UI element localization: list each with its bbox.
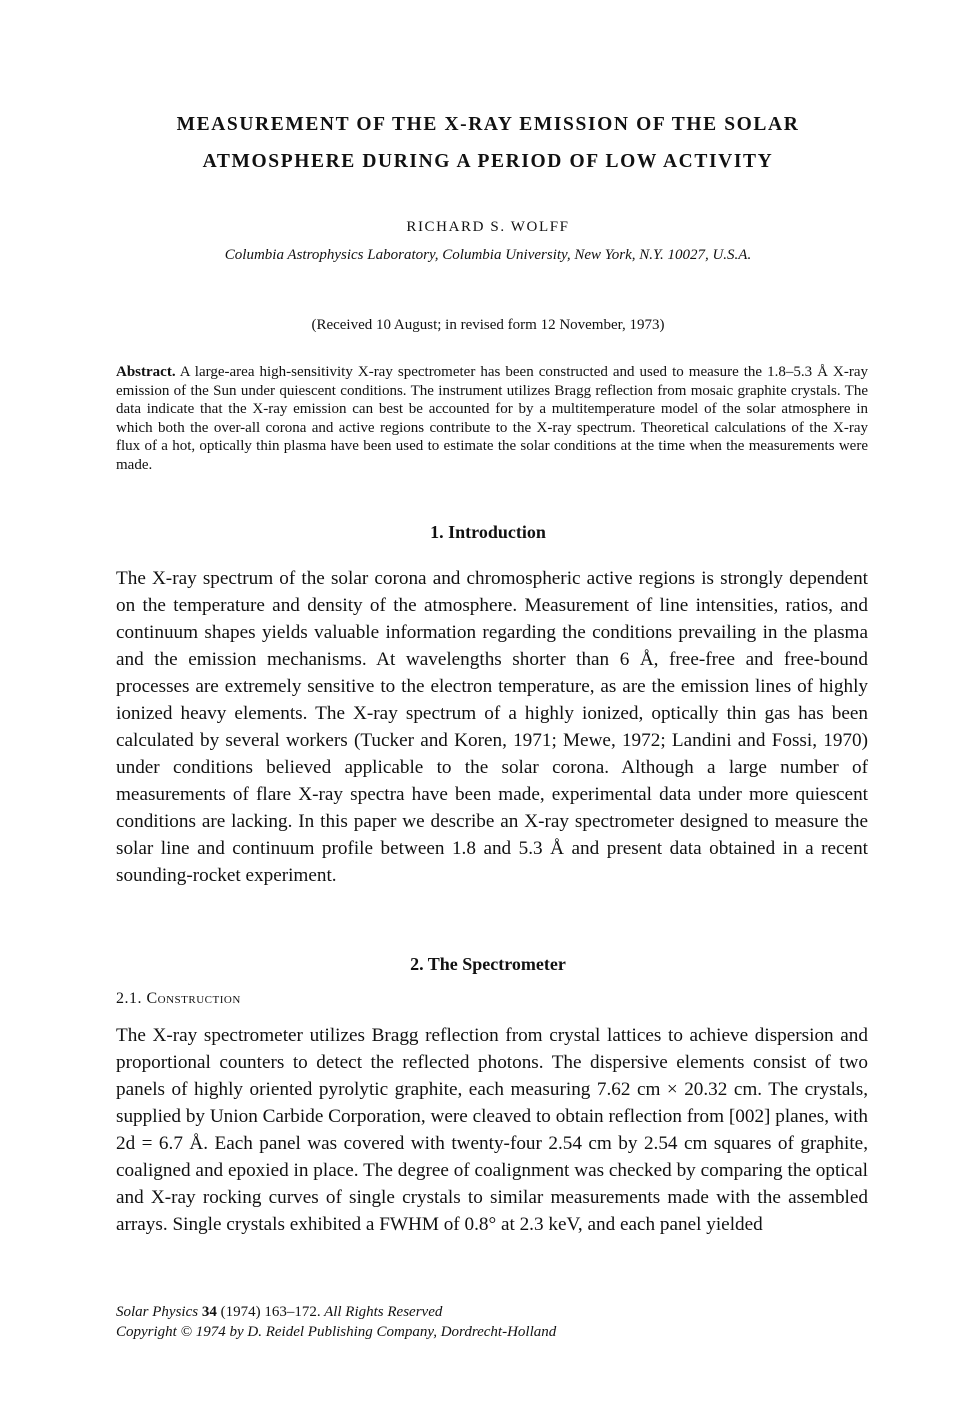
received-date: (Received 10 August; in revised form 12 November, 1973) xyxy=(311,317,665,333)
journal-citation xyxy=(116,1302,556,1322)
subsection-title: Construction xyxy=(146,990,241,1007)
paper-title xyxy=(100,106,876,180)
subsection-number: 2.1. xyxy=(116,990,142,1007)
title-line-1: MEASUREMENT OF THE X-RAY EMISSION OF THE SOLAR xyxy=(176,114,800,135)
abstract-text: A large-area high-sensitivity X-ray spectrometer has been constructed and used to measure the 1.8–5.3 Å X-ray emission of the Sun under quiescent conditions. The instrument utilizes Bragg reflection from mosaic graphite crystals. The data indicate that the X-ray emission can best be accounted for by a multitemperature model of the solar atmosphere in which both the over-all corona and active regions contribute to the X-ray spectrum. Theoretical calculations of the X-ray flux of a hot, optically thin plasma have been used to estimate the solar conditions at the time when the measurements were made. xyxy=(116,364,868,473)
abstract xyxy=(116,363,868,475)
subsection-heading-construction xyxy=(116,990,241,1008)
page-footer xyxy=(116,1302,556,1342)
journal-volume: 34 xyxy=(201,1304,217,1320)
abstract-label: Abstract. xyxy=(116,364,176,380)
construction-paragraph: The X-ray spectrometer utilizes Bragg reflection from crystal lattices to achieve dispersion and proportional counters to detect the reflected photons. The dispersive elements consist of two panels of highly oriented pyrolytic graphite, each measuring 7.62 cm × 20.32 cm. The crystals, supplied by Union Carbide Corporation, were cleaved to obtain reflection from [002] planes, with 2d = 6.7 Å. Each panel was covered with twenty-four 2.54 cm by 2.54 cm squares of graphite, coaligned and epoxied in place. The degree of coalignment was checked by comparing the optical and X-ray rocking curves of single crystals to similar measurements made with the assembled arrays. Single crystals exhibited a FWHM of 0.8° at 2.3 keV, and each panel yielded xyxy=(116,1025,868,1235)
section-heading-spectrometer: 2. The Spectrometer xyxy=(410,954,566,974)
copyright-line: Copyright © 1974 by D. Reidel Publishing Company, Dordrecht-Holland xyxy=(116,1324,557,1340)
introduction-paragraph: The X-ray spectrum of the solar corona and chromospheric active regions is strongly dependent on the temperature and density of the atmosphere. Measurement of line intensities, ratios, and continuum shapes yields valuable information regarding the conditions prevailing in the plasma and the emission mechanisms. At wavelengths shorter than 6 Å, free-free and free-bound processes are extremely sensitive to the electron temperature, as are the emission lines of highly ionized heavy elements. The X-ray spectrum of a highly ionized, optically thin gas has been calculated by several workers (Tucker and Koren, 1971; Mewe, 1972; Landini and Fossi, 1970) under conditions believed applicable to the solar corona. Although a large number of measurements of flare X-ray spectra have been made, experimental data under more quiescent conditions are lacking. In this paper we describe an X-ray spectrometer designed to measure the solar line and continuum profile between 1.8 and 5.3 Å and present data obtained in a recent sounding-rocket experiment. xyxy=(116,568,868,886)
title-line-2: ATMOSPHERE DURING A PERIOD OF LOW ACTIVITY xyxy=(202,151,774,172)
rights-statement: All Rights Reserved xyxy=(324,1304,443,1320)
journal-name: Solar Physics xyxy=(116,1304,199,1320)
section-heading-introduction: 1. Introduction xyxy=(430,522,546,542)
author-name: RICHARD S. WOLFF xyxy=(406,219,570,235)
journal-pages: (1974) 163–172. xyxy=(220,1304,321,1320)
author-affiliation: Columbia Astrophysics Laboratory, Columbia University, New York, N.Y. 10027, U.S.A. xyxy=(224,247,752,263)
